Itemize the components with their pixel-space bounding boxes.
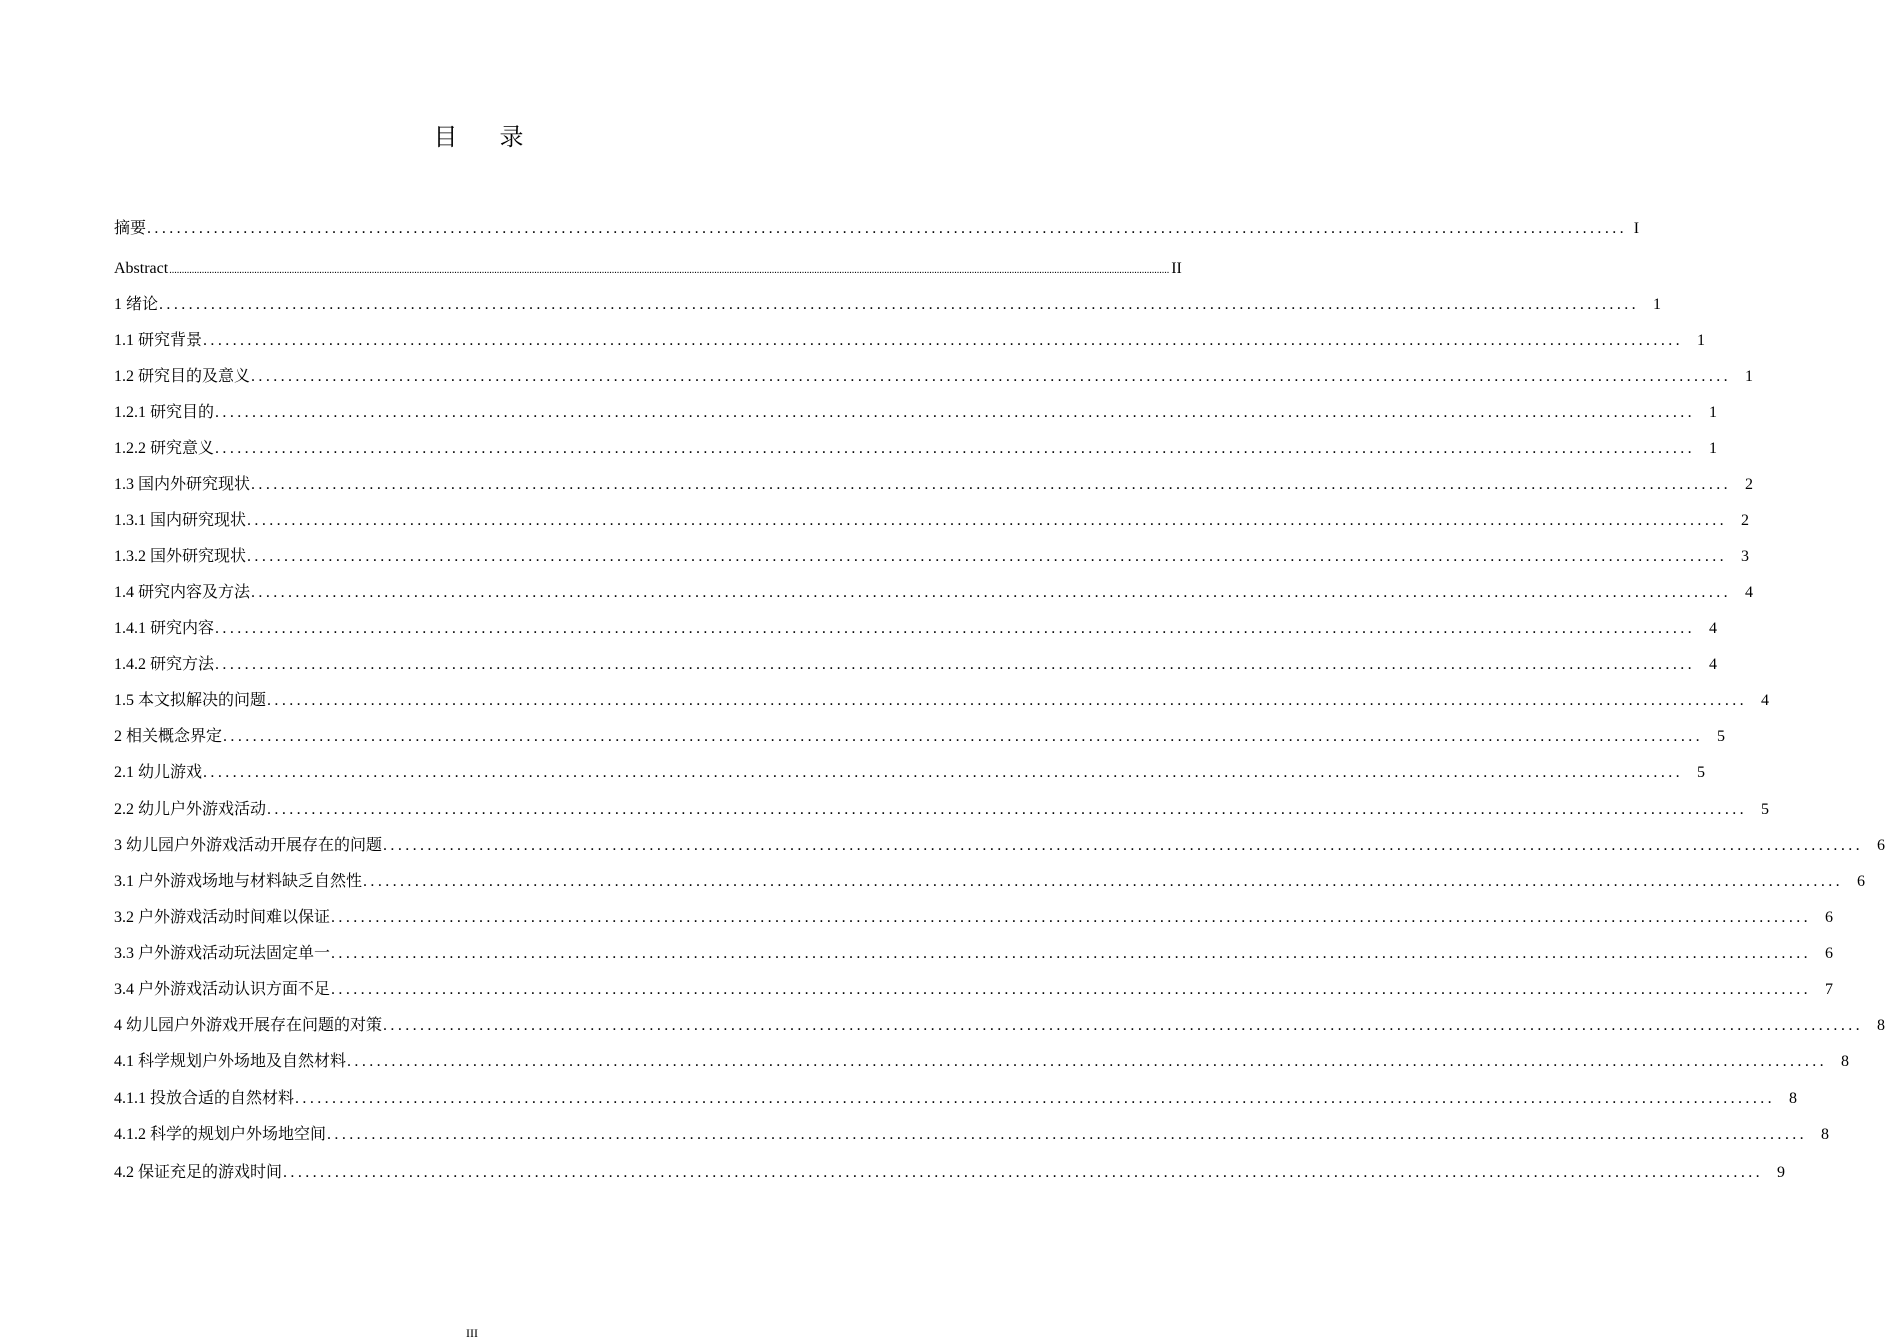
toc-entry-page: 4 <box>1709 620 1718 637</box>
toc-entry-label: 2.1 幼儿游戏 <box>114 764 203 781</box>
toc-entry-label: 4.1.1 投放合适的自然材料 <box>114 1090 295 1107</box>
toc-leader-dots: ........................................................................................................................................................................................................ <box>203 764 1684 781</box>
toc-entry[interactable] <box>114 720 1726 748</box>
toc-leader-dots: ........................................................................................................................................................................................................ <box>159 296 1640 313</box>
toc-entry-label: 4 幼儿园户外游戏开展存在问题的对策 <box>114 1017 383 1034</box>
toc-leader-dots: ........................................................................................................................................................................................................ <box>251 584 1732 601</box>
toc-entry-page: 3 <box>1741 548 1750 565</box>
toc-entry-label: 4.1 科学规划户外场地及自然材料 <box>114 1053 347 1070</box>
toc-entry-label: 1.5 本文拟解决的问题 <box>114 692 267 709</box>
toc-entry-page: II <box>1171 260 1182 277</box>
toc-leader-dots: ........................................................................................................................................................................................................ <box>283 1164 1764 1181</box>
toc-entry-page: 8 <box>1841 1053 1850 1070</box>
page-number: III <box>466 1326 478 1340</box>
toc-leader-dots: ........................................................................................................................................................................................................ <box>331 981 1812 998</box>
toc-entry[interactable] <box>114 504 1750 532</box>
toc-entry-page: 1 <box>1697 332 1706 349</box>
toc-entry[interactable] <box>114 865 1866 893</box>
toc-leader-dots: ........................................................................................................................................................................................................ <box>251 476 1732 493</box>
toc-entry-label: 1.1 研究背景 <box>114 332 203 349</box>
toc-entry-page: 6 <box>1825 945 1834 962</box>
toc-entry-page: 6 <box>1825 909 1834 926</box>
toc-entry-label: 1.3 国内外研究现状 <box>114 476 251 493</box>
toc-entry-page: 1 <box>1709 404 1718 421</box>
toc-entry-page: 9 <box>1777 1164 1786 1181</box>
toc-entry-page: 5 <box>1697 764 1706 781</box>
toc-entry[interactable] <box>114 973 1834 1001</box>
toc-entry-page: 5 <box>1717 728 1726 745</box>
toc-entry-label: 4.1.2 科学的规划户外场地空间 <box>114 1126 327 1143</box>
toc-leader-dots: ........................................................................................................................................................................................................ <box>247 548 1728 565</box>
toc-entry-page: I <box>1633 220 1640 237</box>
toc-entry-label: 3.4 户外游戏活动认识方面不足 <box>114 981 331 998</box>
toc-entry[interactable] <box>114 1156 1786 1184</box>
toc-entry-page: 4 <box>1745 584 1754 601</box>
toc-entry-page: 5 <box>1761 801 1770 818</box>
toc-entry[interactable] <box>114 252 1182 280</box>
toc-leader-dots: ........................................................................................................................................................................................................ <box>251 368 1732 385</box>
toc-entry-page: 1 <box>1709 440 1718 457</box>
toc-leader-dots: ........................................................................................................................................................................................................ <box>383 1017 1864 1034</box>
toc-entry[interactable] <box>114 937 1834 965</box>
toc-entry-label: 1.3.1 国内研究现状 <box>114 512 247 529</box>
toc-entry-label: 1 绪论 <box>114 296 159 313</box>
toc-entry-label: 4.2 保证充足的游戏时间 <box>114 1164 283 1181</box>
toc-entry[interactable] <box>114 612 1718 640</box>
toc-entry[interactable] <box>114 396 1718 424</box>
toc-entry-label: 1.2.2 研究意义 <box>114 440 215 457</box>
toc-leader-dots: ........................................................................................................................................................................................................ <box>267 692 1748 709</box>
toc-entry-label: 1.2.1 研究目的 <box>114 404 215 421</box>
toc-entry-label: 1.4.2 研究方法 <box>114 656 215 673</box>
toc-entry-label: 1.4 研究内容及方法 <box>114 584 251 601</box>
toc-leader-dots: ........................................................................................................................................................................................................ <box>347 1053 1828 1070</box>
toc-entry[interactable] <box>114 829 1885 857</box>
toc-entry[interactable] <box>114 1045 1850 1073</box>
toc-entry-label: 1.3.2 国外研究现状 <box>114 548 247 565</box>
toc-entry-page: 4 <box>1709 656 1718 673</box>
toc-leader-dots: ........................................................................................................................................................................................................ <box>215 656 1696 673</box>
toc-entry[interactable] <box>114 684 1770 712</box>
toc-leader-dots: ........................................................................................................................................................................................................ <box>247 512 1728 529</box>
toc-leader-dots: ........................................................................................................................................................................................................ <box>267 801 1748 818</box>
toc-entry[interactable] <box>114 648 1718 676</box>
toc-entry[interactable] <box>114 468 1754 496</box>
toc-leader-dots: ........................................................................................................................................................................................................ <box>215 404 1696 421</box>
toc-entry-page: 2 <box>1741 512 1750 529</box>
toc-leader-dots: ................................................................................................................................................................................................................................................................................................................................................................................................................ <box>169 265 1170 276</box>
toc-entry[interactable] <box>114 212 1640 240</box>
toc-leader-dots: ........................................................................................................................................................................................................ <box>331 945 1812 962</box>
toc-leader-dots: ........................................................................................................................................................................................................ <box>295 1090 1776 1107</box>
toc-entry-label: 3.2 户外游戏活动时间难以保证 <box>114 909 331 926</box>
toc-entry-page: 1 <box>1745 368 1754 385</box>
toc-entry[interactable] <box>114 793 1770 821</box>
toc-entry-label: 2 相关概念界定 <box>114 728 223 745</box>
toc-leader-dots: ........................................................................................................................................................................................................ <box>383 837 1864 854</box>
page-title: 目 录 <box>433 125 542 151</box>
toc-entry[interactable] <box>114 576 1754 604</box>
toc-leader-dots: ........................................................................................................................................................................................................ <box>331 909 1812 926</box>
toc-entry-label: 2.2 幼儿户外游戏活动 <box>114 801 267 818</box>
toc-entry-label: 1.4.1 研究内容 <box>114 620 215 637</box>
toc-entry-page: 1 <box>1653 296 1662 313</box>
toc-entry-label: 3 幼儿园户外游戏活动开展存在的问题 <box>114 837 383 854</box>
toc-entry-label: 摘要 <box>114 220 147 237</box>
toc-entry[interactable] <box>114 1082 1798 1110</box>
toc-entry[interactable] <box>114 288 1662 316</box>
toc-leader-dots: ........................................................................................................................................................................................................ <box>215 440 1696 457</box>
toc-entry[interactable] <box>114 540 1750 568</box>
toc-entry-page: 6 <box>1877 837 1885 854</box>
toc-entry[interactable] <box>114 360 1754 388</box>
toc-entry-page: 2 <box>1745 476 1754 493</box>
toc-leader-dots: ........................................................................................................................................................................................................ <box>203 332 1684 349</box>
toc-leader-dots: ........................................................................................................................................................................................................ <box>363 873 1844 890</box>
toc-leader-dots: ........................................................................................................................................................................................................ <box>215 620 1696 637</box>
toc-entry[interactable] <box>114 1118 1830 1146</box>
toc-entry[interactable] <box>114 1009 1885 1037</box>
toc-entry-page: 8 <box>1877 1017 1885 1034</box>
toc-leader-dots: ........................................................................................................................................................................................................ <box>223 728 1704 745</box>
toc-leader-dots: ........................................................................................................................................................................................................ <box>327 1126 1808 1143</box>
toc-leader-dots: ........................................................................................................................................................................................................ <box>147 220 1628 237</box>
toc-entry-label: Abstract <box>114 260 169 277</box>
toc-entry-page: 7 <box>1825 981 1834 998</box>
toc-entry[interactable] <box>114 901 1834 929</box>
toc-entry-label: 3.1 户外游戏场地与材料缺乏自然性 <box>114 873 363 890</box>
toc-entry[interactable] <box>114 432 1718 460</box>
toc-entry-page: 8 <box>1821 1126 1830 1143</box>
toc-entry[interactable] <box>114 324 1706 352</box>
toc-entry-page: 6 <box>1857 873 1866 890</box>
toc-entry-label: 1.2 研究目的及意义 <box>114 368 251 385</box>
toc-entry-label: 3.3 户外游戏活动玩法固定单一 <box>114 945 331 962</box>
toc-entry[interactable] <box>114 756 1706 784</box>
toc-entry-page: 4 <box>1761 692 1770 709</box>
toc-entry-page: 8 <box>1789 1090 1798 1107</box>
